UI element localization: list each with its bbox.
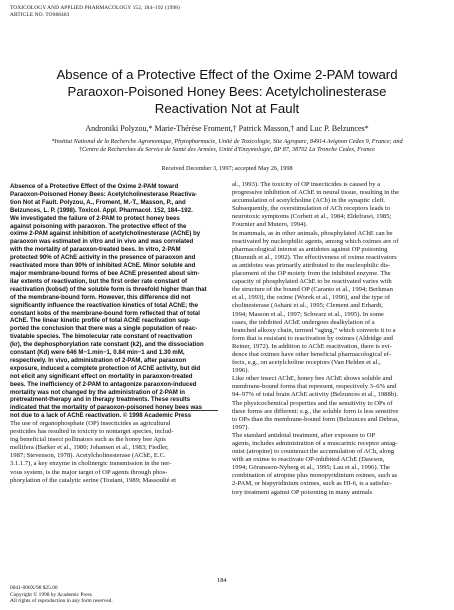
body-text-line: progressive inhibition of AChE in neural tissue, resulting in the — [232, 189, 400, 197]
abstract-line: We investigated the failure of 2-PAM to protect honey bees — [10, 214, 180, 222]
body-text-line: 2-PAM, or bispyridinium oximes, such as HI-6, is a satisfac- — [232, 480, 392, 488]
intro-right-column — [232, 181, 444, 497]
body-text-line: 1996). — [232, 367, 250, 375]
body-text-line: (Bismuth et al., 1992). The effectiveness of oxime reactivators — [232, 253, 397, 261]
abstract-line: reactivation (kobsd) of the soluble form is threefold higher than that — [10, 285, 207, 293]
abstract — [10, 183, 218, 420]
body-text-line: Reiner, 1972). In addition to AChE reactivation, there is evi- — [232, 342, 392, 350]
abstract-line: respectively. In vivo, administration of 2-PAM, after paraoxon — [10, 356, 187, 364]
abstract-line: Paraoxon-Poisoned Honey Bees: Acetylcholinesterase Reactiva- — [10, 190, 198, 198]
body-text-line: the structure of the bound OP (Caranto et al., 1994; Berkman — [232, 286, 393, 294]
body-text-line: The physicochemical properties and the sensitivity to OPs of — [232, 399, 393, 407]
abstract-line: with the mortality of paraoxon-treated bees. In vitro, 2-PAM — [10, 246, 181, 254]
affiliation-1: *Institut National de la Recherche Agronomique, Phytopharmacie, Unité de Toxicologie, Site Agroparc, 84914 Avignon Cedex 9, France; and — [51, 138, 403, 145]
body-text-line: cases, the inhibited AChE undergoes dealkylation of a — [232, 318, 375, 326]
body-text-line: The standard antidotal treatment, after exposure to OP — [232, 431, 376, 439]
article-number: ARTICLE NO. TO988483 — [10, 12, 70, 18]
body-text-line: combination of atropine plus monopyridinium oximes, such as — [232, 472, 398, 480]
abstract-line: pretreatment-therapy and in therapy treatments. These results — [10, 396, 191, 404]
abstract-line: indicated that the mortality of paraoxon-poisoned honey bees was — [10, 404, 202, 412]
footer-rights: All rights of reproduction in any form reserved. — [10, 598, 113, 605]
body-text-line: dence that oximes have other beneficial pharmacological ef- — [232, 350, 392, 358]
body-text-line: The use of organophosphate (OP) insecticides as agricultural — [10, 420, 171, 427]
body-text-line: form that is resistant to reactivation by oximes (Aldridge and — [232, 334, 393, 342]
abstract-line: protected 90% of AChE activity in the presence of paraoxon and — [10, 254, 196, 262]
body-text-line: with an oxime to reactivate OP-inhibited AChE (Dawson, — [232, 456, 385, 464]
abstract-line: reactivated more than 90% of inhibited AChE. Minor soluble and — [10, 262, 196, 270]
abstract-line: ported the conclusion that there was a single population of reac- — [10, 325, 198, 333]
body-text-line: 1997). — [232, 423, 250, 431]
page-number: 184 — [217, 577, 227, 584]
abstract-line: exposure, induced a complete protection of AChE activity, but did — [10, 364, 201, 372]
body-text-line: neurotoxic symptoms (Corbett et al., 1984; Eldefrawi, 1985; — [232, 213, 392, 221]
abstract-line: of the membrane-bound form. However, this difference did not — [10, 293, 191, 301]
abstract-line: not due to a lack of AChE reactivation. © 1998 Academic Press — [10, 412, 192, 420]
abstract-line: constant (Kd) were 646 M−1.min−1, 0.84 min−1 and 1.30 mM, — [10, 349, 185, 357]
abstract-box — [10, 183, 218, 420]
body-text-line: placement of the OP moiety from the inhibited enzyme. The — [232, 270, 391, 278]
body-text-line: branched alkoxy chain, termed “aging,” which converts it to a — [232, 326, 396, 334]
body-text-line: membrane-bound forms that represent, respectively 3–6% and — [232, 383, 397, 391]
body-text-line: fects, e.g., on acetylcholine receptors (Van Helden et al., — [232, 359, 381, 367]
abstract-line: constant kobs of the membrane-bound form reflected that of total — [10, 309, 200, 317]
body-text-line: 1987; Stevenson, 1978). Acetylcholinesterase (AChE, E.C. — [10, 452, 166, 460]
abstract-line: mortality was not changed by the administration of 2-PAM in — [10, 388, 185, 396]
body-text-line: agents, includes administration of a muscarinic receptor antag- — [232, 440, 398, 447]
received-date: Received December 3, 1997; accepted May 26, 1998 — [161, 165, 293, 172]
abstract-line: oxime 2-PAM against inhibition of acetylcholinesterase (AChE) by — [10, 230, 201, 238]
body-text-line: pharmacological interest as antidotes against OP poisoning — [232, 245, 388, 253]
body-text-line: as antidotes was primarily attributed to the nucleophilic dis- — [232, 261, 391, 269]
body-text-line: vous system, is the major target of OP agents through phos- — [10, 468, 168, 476]
body-text-line: 1994; Göransson-Nyberg et al., 1995; Lau et al., 1996). The — [232, 464, 390, 472]
title-line-2: Paraoxon-Poisoned Honey Bees: Acetylcholinesterase — [67, 84, 387, 99]
abstract-line: paraoxon was estimated in vitro and in vivo and was correlated — [10, 238, 194, 246]
footer-copyright: Copyright © 1998 by Academic Press — [10, 591, 92, 598]
body-text-line: these forms are different: e.g., the soluble form is less sensitive — [232, 407, 399, 415]
body-text-line: ing beneficial insect pollinators such as the honey bee Apis — [10, 436, 166, 444]
body-text-line: al., 1993). The toxicity of OP insecticides is caused by a — [232, 181, 381, 188]
body-text-line: onist (atropine) to counteract the accumulation of ACh, along — [232, 448, 395, 456]
body-text-line: et al., 1993), the oxime (Worek et al., 1996), and the type of — [232, 294, 391, 302]
body-text-line: to OPs than the membrane-bound form (Belzunces and Debras, — [232, 415, 400, 423]
body-text-line: phorylation of the catalytic serine (Toutant, 1989; Massoulié et — [10, 476, 176, 484]
body-text-line: mellifera (Barker et al., 1980; Johansen et al., 1983; Fiedler, — [10, 444, 169, 452]
footer-price: 0041-008X/98 $25.00 — [10, 585, 58, 591]
abstract-line: not elicit any significant effect on mortality in paraoxon-treated — [10, 372, 193, 380]
abstract-line: major membrane-bound forms of bee AChE presented about sim- — [10, 269, 200, 277]
title-line-3: Reactivation Not at Fault — [154, 101, 300, 116]
body-text-line: capacity of phosphylated AChE to be reactivated varies with — [232, 278, 392, 286]
body-text-line: accumulation of acetylcholine (ACh) in the synaptic cleft. — [232, 197, 386, 205]
body-text-line: In mammals, as in other animals, phosphylated AChE can be — [232, 229, 393, 237]
journal-header — [10, 5, 180, 19]
abstract-line: AChE. The linear kinetic profile of total AChE reactivation sup- — [10, 317, 191, 325]
body-text-line: reactivated by nucleophilic agents, among which oximes are of — [232, 237, 399, 245]
abstract-line: ilar extents of reactivation, but the first order rate constant of — [10, 277, 188, 285]
title-line-1: Absence of a Protective Effect of the Oxime 2-PAM toward — [56, 67, 398, 82]
body-text-line: 94–97% of total brain AChE activity (Belzunces et al., 1988b). — [232, 391, 398, 399]
abstract-line: tion Not at Fault. Polyzou, A., Froment, M.-T., Masson, P., and — [10, 198, 186, 206]
article-title — [20, 66, 434, 117]
affiliations — [10, 138, 444, 154]
affiliation-2: †Centre de Recherches du Service de Santé des Armées, Unité d'Enzymologie, BP 87, 38702 La Tronche Cedex, France — [78, 146, 376, 153]
body-text-line: 3.1.1.7), a key enzyme in cholinergic transmission in the ner- — [10, 460, 172, 468]
abstract-line: Belzunces, L. P. (1998). Toxicol. Appl. Pharmacol. 152, 184–192. — [10, 206, 193, 214]
journal-citation: TOXICOLOGY AND APPLIED PHARMACOLOGY 152, 184–192 (1998) — [10, 5, 180, 11]
body-text-line: Fournier and Mutero, 1994). — [232, 221, 308, 229]
abstract-line: Absence of a Protective Effect of the Oxime 2-PAM toward — [10, 183, 179, 190]
abstract-line: tivatable species. The bimolecular rate constant of reactivation — [10, 333, 193, 341]
body-text-line: Like other insect AChE, honey bee AChE shows soluble and — [232, 375, 393, 383]
abstract-line: (kr), the dephosphorylation rate constant (k2), and the dissociation — [10, 341, 204, 349]
abstract-line: significantly influence the reactivation kinetics of total AChE; the — [10, 301, 199, 309]
body-text-line: pesticides has resulted in toxicity to nontarget species, includ- — [10, 428, 174, 436]
body-text-line: tory treatment against OP poisoning in many animals — [232, 488, 373, 496]
body-text-line: cholinesterase (Ashani et al., 1995; Clement and Erhardt, — [232, 302, 383, 310]
author-list: Androniki Polyzou,* Marie-Thérèse Froment,† Patrick Masson,† and Luc P. Belzunces* — [85, 124, 369, 133]
body-text-line: 1994; Masson et al., 1997; Schwarz et al., 1995). In some — [232, 310, 384, 318]
intro-left-column — [10, 420, 218, 485]
abstract-line: against poisoning with paraoxon. The protective effect of the — [10, 222, 187, 230]
abstract-line: bees. The inefficiency of 2-PAM to antagonize paraoxon-induced — [10, 380, 197, 388]
body-text-line: Subsequently, the overstimulation of ACh receptors leads to — [232, 205, 391, 213]
copyright-footer — [10, 585, 113, 605]
